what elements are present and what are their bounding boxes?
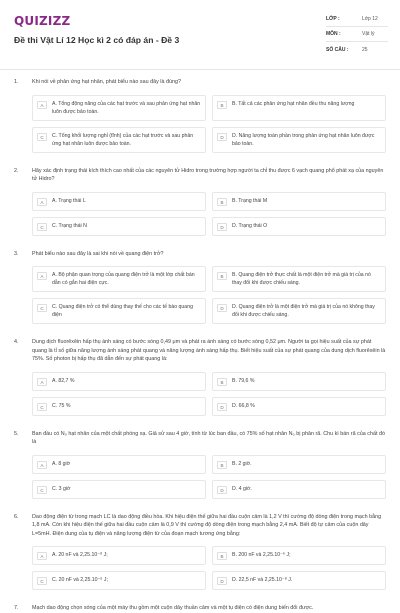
question-number: 5.: [14, 430, 19, 437]
meta-info: [326, 12, 388, 57]
meta-label: LỚP :: [326, 16, 340, 22]
meta-label: SỐ CÂU :: [326, 46, 349, 53]
question-text: Ban đầu có N₀ hạt nhân của một chất phóng xạ. Giả sử sau 4 giờ, tính từ lúc ban đầu, có 75% số hạt nhân N₀ bị phân rã. Chu kì bán rã của chất đó là: [32, 430, 385, 445]
option-text: C. 75 %: [52, 402, 71, 409]
question-text: Hãy xác định trạng thái kích thích cao nhất của các nguyên tử Hidro trong trường hợp người ta chỉ thu được 6 vạch quang phổ phát xạ của nguyên tử Hidro?: [32, 167, 384, 182]
question-header: [14, 513, 386, 539]
question-number: 3.: [14, 250, 19, 257]
option-text: C. Quang điện trở có thể dùng thay thế cho các tế bào quang điện: [52, 304, 193, 318]
meta-label: MÔN :: [326, 31, 341, 37]
option-text: B. 79,6 %: [232, 377, 255, 384]
question-5: [14, 430, 386, 499]
option-letter-badge: D: [217, 133, 227, 141]
answer-option-d[interactable]: [212, 217, 386, 236]
answer-options: [14, 372, 386, 416]
option-text: B. Quang điện trở thực chất là một điện trở mà giá trị của nó thay đổi khi được chiếu sáng.: [232, 272, 371, 286]
answer-option-a[interactable]: [32, 192, 206, 211]
meta-row-subject: [326, 27, 388, 42]
question-text: Dung dịch fluorêxêin hấp thụ ánh sáng có bước sóng 0,49 μm và phát ra ánh sáng có bước sóng 0,52 μm. Người ta gọi hiệu suất của sự phát quang là tỉ số giữa năng lượng ánh sáng phát quang và năng lượng ánh sáng hấp thụ. Biết hiệu suất của sự phát quang của dung dịch fluorêxêin là 75%. Số photon bị hấp thụ đã dẫn đến sự phát quang là:: [32, 339, 386, 362]
question-4: [14, 338, 386, 416]
option-letter-badge: C: [37, 304, 47, 312]
page-header: [0, 0, 400, 70]
option-letter-badge: A: [37, 461, 47, 469]
question-2: [14, 167, 386, 236]
meta-value: 25: [362, 46, 368, 53]
answer-option-d[interactable]: [212, 397, 386, 416]
question-7: [14, 604, 386, 613]
option-letter-badge: D: [217, 486, 227, 494]
option-text: B. 200 nF và 2,25.10⁻⁶ J;: [232, 552, 291, 558]
question-list: [0, 70, 400, 613]
question-number: 2.: [14, 167, 19, 174]
question-number: 4.: [14, 339, 19, 345]
option-text: C. Trạng thái N: [52, 222, 87, 229]
answer-option-a[interactable]: [32, 266, 206, 292]
option-text: B. Tất cả các phản ứng hạt nhân đều thu năng lượng: [232, 100, 355, 107]
answer-option-b[interactable]: [212, 546, 386, 565]
option-text: C. Tổng khối lượng nghỉ (tĩnh) của các hạt trước và sau phản ứng hạt nhân luôn được bảo toàn.: [52, 132, 194, 147]
question-header: [14, 430, 386, 447]
answer-option-c[interactable]: [32, 217, 206, 236]
answer-options: [14, 455, 386, 499]
answer-option-d[interactable]: [212, 571, 386, 590]
question-number: 7.: [14, 605, 19, 611]
option-text: D. Quang điện trở là một điện trở mà giá trị của nó không thay đổi khi được chiếu sáng.: [232, 304, 375, 318]
option-letter-badge: D: [217, 403, 227, 411]
question-text: Dao động điện từ trong mạch LC là dao động điều hòa. Khi hiệu điện thế giữa hai đầu cuộn cảm là 1,2 V thì cường độ dòng điện trong mạch bằng 1,8 mA. Còn khi hiệu điện thế giữa hai đầu cuộn cảm là 0,9 V thì cường độ dòng điện trong mạch bằng 2,4 mA. Biết độ tự cảm của cuộn dây L=5mH. Điện dung của tụ điện và năng lượng điện từ của đoạn mạch tương ứng bằng:: [32, 513, 382, 537]
option-text: A. Bộ phận quan trọng của quang điện trở là một lớp chất bán dẫn có gắn hai điện cực.: [52, 272, 195, 286]
question-header: [14, 338, 386, 364]
question-header: [14, 167, 386, 184]
question-header: [14, 78, 386, 87]
option-letter-badge: B: [217, 272, 227, 280]
answer-option-d[interactable]: [212, 298, 386, 324]
option-text: D. 22,5 nF và 2,25.10⁻⁸ J.: [232, 577, 293, 583]
question-header: [14, 250, 386, 259]
answer-options: [14, 192, 386, 236]
answer-option-d[interactable]: [212, 127, 386, 153]
option-letter-badge: A: [37, 272, 47, 280]
option-text: A. 82,7 %: [52, 377, 75, 384]
answer-option-c[interactable]: [32, 298, 206, 324]
option-text: D. Năng lượng toàn phần trong phản ứng hạt nhân luôn được bảo toàn.: [232, 132, 375, 147]
answer-option-c[interactable]: [32, 127, 206, 153]
meta-value: Lớp 12: [362, 16, 378, 22]
answer-option-d[interactable]: [212, 480, 386, 499]
option-text: D. 4 giờ.: [232, 485, 252, 492]
question-number: 1.: [14, 79, 19, 85]
option-letter-badge: A: [37, 552, 47, 560]
option-text: B. Trạng thái M: [232, 197, 268, 204]
question-6: [14, 513, 386, 591]
option-letter-badge: B: [217, 552, 227, 560]
option-letter-badge: A: [37, 198, 47, 206]
option-text: D. Trạng thái O: [232, 222, 268, 229]
option-text: C. 3 giờ: [52, 485, 71, 492]
option-letter-badge: D: [217, 304, 227, 312]
option-letter-badge: C: [37, 403, 47, 411]
answer-options: [14, 546, 386, 590]
option-text: A. 20 nF và 2,25.10⁻⁸ J;: [52, 552, 108, 558]
answer-options: [14, 266, 386, 324]
option-letter-badge: D: [217, 223, 227, 231]
option-letter-badge: C: [37, 223, 47, 231]
meta-value: Vật lý: [362, 31, 375, 37]
option-text: D. 66,8 %: [232, 402, 255, 409]
answer-option-b[interactable]: [212, 266, 386, 292]
answer-option-c[interactable]: [32, 480, 206, 499]
meta-row-count: [326, 42, 388, 57]
option-text: C. 20 nF và 2,25.10⁻⁶ J;: [52, 577, 108, 583]
answer-option-a[interactable]: [32, 455, 206, 474]
option-letter-badge: B: [217, 198, 227, 206]
question-number: 6.: [14, 513, 19, 520]
answer-option-a[interactable]: [32, 95, 206, 121]
question-text: Mạch dao động chọn sóng của một máy thu gồm một cuộn dây thuần cảm và một tụ điện có điện dung biến đổi được.: [32, 605, 314, 611]
option-text: A. Tổng động năng của các hạt trước và sau phản ứng hạt nhân luôn được bảo toàn.: [52, 100, 201, 115]
option-letter-badge: D: [217, 577, 227, 585]
answer-options: [14, 95, 386, 153]
question-3: [14, 250, 386, 325]
answer-option-b[interactable]: [212, 455, 386, 474]
answer-option-c[interactable]: [32, 571, 206, 590]
question-1: [14, 78, 386, 153]
option-text: A. Trạng thái L: [52, 197, 86, 204]
option-letter-badge: A: [37, 101, 47, 109]
option-letter-badge: B: [217, 101, 227, 109]
answer-option-c[interactable]: [32, 397, 206, 416]
option-letter-badge: C: [37, 133, 47, 141]
meta-row-class: [326, 12, 388, 27]
answer-option-b[interactable]: [212, 372, 386, 391]
document-title: Đề thi Vật Lí 12 Học kì 2 có đáp án - Đề 3: [14, 35, 180, 45]
answer-option-a[interactable]: [32, 372, 206, 391]
answer-option-b[interactable]: [212, 95, 386, 121]
option-text: B. 2 giờ.: [232, 460, 252, 467]
option-letter-badge: B: [217, 461, 227, 469]
answer-option-b[interactable]: [212, 192, 386, 211]
answer-option-a[interactable]: [32, 546, 206, 565]
option-letter-badge: C: [37, 577, 47, 585]
question-text: Phát biểu nào sau đây là sai khi nói về quang điện trở?: [32, 250, 164, 257]
option-letter-badge: B: [217, 378, 227, 386]
option-letter-badge: A: [37, 378, 47, 386]
quizizz-logo: QUIZIZZ: [14, 14, 71, 28]
question-text: Khi nói về phản ứng hạt nhân, phát biểu nào sau đây là đúng?: [32, 79, 181, 85]
option-text: A. 8 giờ: [52, 460, 71, 467]
question-header: [14, 604, 386, 613]
option-letter-badge: C: [37, 486, 47, 494]
